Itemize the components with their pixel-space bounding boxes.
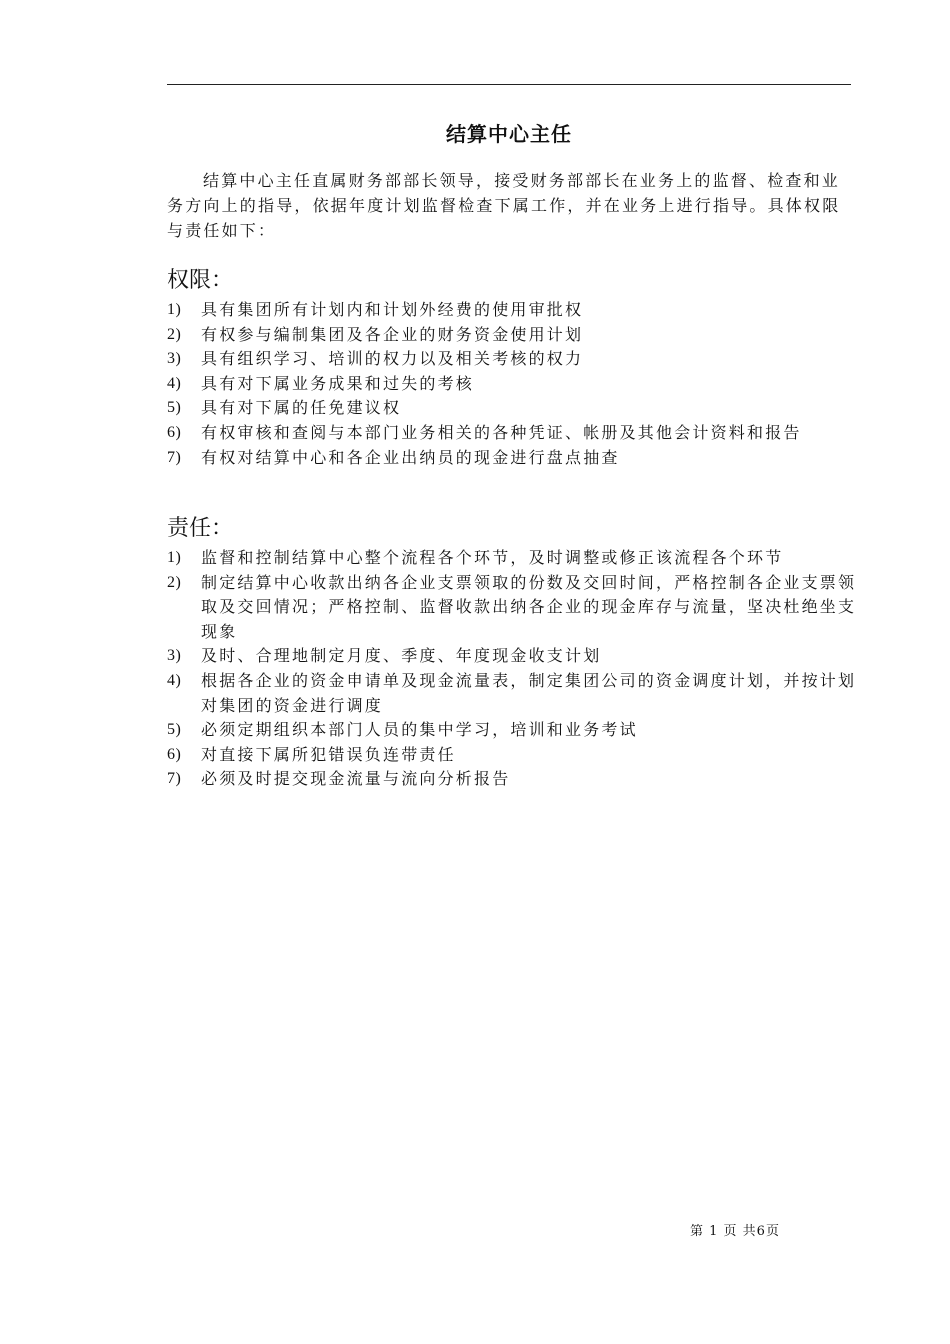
authority-section: [167, 266, 867, 470]
item-number: 4): [167, 374, 182, 392]
list-item: [167, 743, 867, 768]
item-number: 3): [167, 350, 182, 368]
item-number: 1): [167, 301, 182, 318]
item-number: 3): [167, 647, 182, 665]
list-item: [167, 571, 867, 645]
item-text: 具有对下属业务成果和过失的考核: [201, 373, 475, 393]
item-number: 4): [167, 671, 182, 689]
section-heading-authority: 权限：: [167, 268, 234, 293]
list-item: [167, 767, 867, 792]
list-item: [167, 718, 867, 743]
authority-list: [167, 298, 867, 470]
page-number-footer: 第 1 页 共6页: [690, 1224, 780, 1239]
item-text: 具有组织学习、培训的权力以及相关考核的权力: [201, 349, 584, 369]
item-number: 6): [167, 745, 182, 763]
item-text: 必须及时提交现金流量与流向分析报告: [201, 769, 511, 789]
list-item: [167, 347, 867, 372]
item-text: 具有集团所有计划内和计划外经费的使用审批权: [201, 300, 584, 319]
item-text: 必须定期组织本部门人员的集中学习，培训和业务考试: [201, 720, 638, 740]
item-text: 有权审核和查阅与本部门业务相关的各种凭证、帐册及其他会计资料和报告: [201, 422, 802, 442]
header-rule: [167, 84, 851, 85]
list-item: [167, 669, 867, 718]
item-number: 7): [167, 448, 182, 466]
item-number: 2): [167, 573, 182, 591]
item-number: 5): [167, 399, 182, 417]
item-text: 制定结算中心收款出纳各企业支票领取的份数及交回时间，严格控制各企业支票领取及交回情况；严格控制、监督收款出纳各企业的现金库存与流量，坚决杜绝坐支现象: [201, 572, 857, 641]
responsibility-list: [167, 546, 867, 792]
list-item: [167, 323, 867, 348]
item-number: 6): [167, 423, 182, 441]
item-number: 1): [167, 549, 182, 566]
item-text: 对直接下属所犯错误负连带责任: [201, 744, 456, 764]
item-text: 有权对结算中心和各企业出纳员的现金进行盘点抽查: [201, 447, 620, 467]
page-title: 结算中心主任: [446, 122, 572, 146]
list-item: [167, 421, 867, 446]
item-text: 及时、合理地制定月度、季度、年度现金收支计划: [201, 646, 602, 666]
item-text: 根据各企业的资金申请单及现金流量表，制定集团公司的资金调度计划，并按计划对集团的资金进行调度: [201, 670, 857, 715]
item-number: 7): [167, 770, 182, 788]
item-number: 2): [167, 325, 182, 343]
responsibility-section: [167, 514, 867, 792]
intro-paragraph: 结算中心主任直属财务部部长领导，接受财务部部长在业务上的监督、检查和业务方向上的指导，依据年度计划监督检查下属工作，并在业务上进行指导。具体权限与责任如下：: [167, 171, 841, 240]
item-text: 有权参与编制集团及各企业的财务资金使用计划: [201, 324, 584, 344]
list-item: [167, 446, 867, 471]
item-text: 监督和控制结算中心整个流程各个环节，及时调整或修正该流程各个环节: [201, 548, 784, 567]
list-item: [167, 298, 867, 323]
list-item: [167, 396, 867, 421]
list-item: [167, 644, 867, 669]
list-item: [167, 546, 867, 571]
item-text: 具有对下属的任免建议权: [201, 398, 402, 418]
item-number: 5): [167, 721, 182, 739]
list-item: [167, 372, 867, 397]
section-heading-responsibility: 责任：: [167, 516, 234, 541]
